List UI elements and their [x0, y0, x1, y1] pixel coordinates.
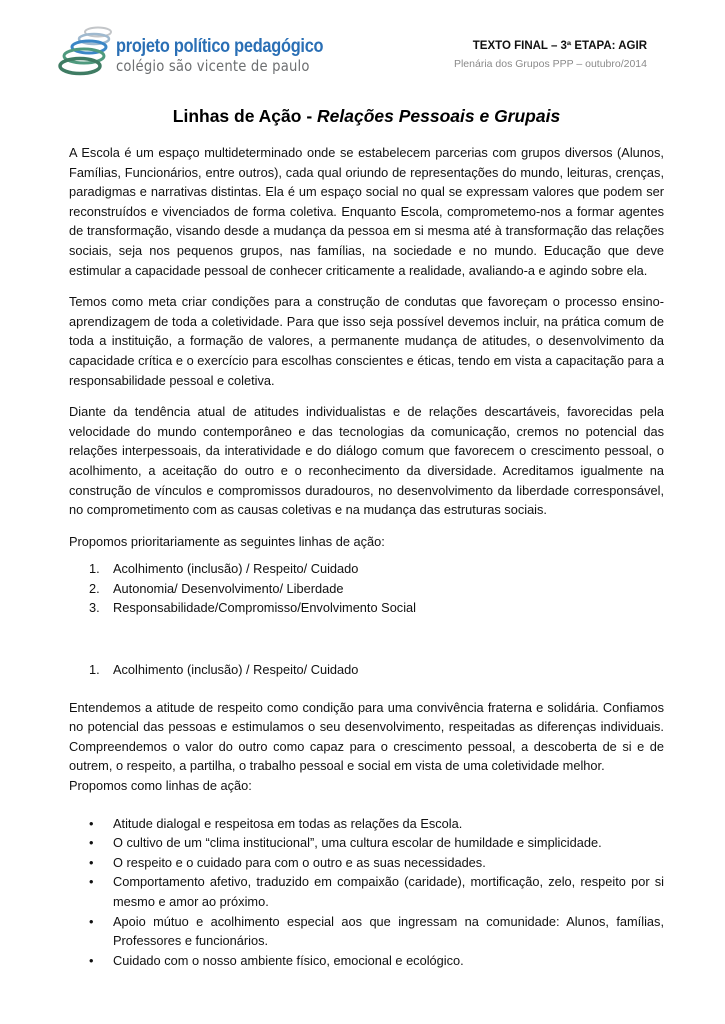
bullet-item [69, 814, 664, 834]
section-heading [69, 660, 664, 680]
bullet-icon: • [89, 854, 94, 870]
bullet-text: Cuidado com o nosso ambiente físico, emocional e ecológico. [113, 952, 464, 968]
paragraph: Temos como meta criar condições para a construção de condutas que favoreçam o processo ensino-aprendizagem de toda a coletividade. Para que isso seja possível devemos incluir, na prática comum de toda a instituição, a formação de valores, a permanente mudança de atitudes, o desenvolvimento da capacidade crítica e o exercício para escolhas conscientes e éticas, tendo em vista a capacitação para a responsabilidade pessoal e coletiva. [69, 294, 664, 388]
document-stage-label: TEXTO FINAL – 3ª ETAPA: AGIR [472, 40, 647, 52]
bullet-text: O cultivo de um “clima institucional”, uma cultura escolar de humildade e simplicidade. [113, 835, 602, 851]
list-number: 1. [89, 561, 100, 577]
list-item-label: Autonomia/ Desenvolvimento/ Liberdade [113, 580, 344, 596]
list-item [69, 598, 664, 618]
list-item [69, 559, 664, 579]
bullet-text: Apoio mútuo e acolhimento especial aos que ingressam na comunidade: Alunos, famílias, Professores e funcionários. [113, 913, 664, 949]
bullet-icon: • [89, 835, 94, 851]
list-number: 2. [89, 580, 100, 596]
bullet-item [69, 912, 664, 951]
section-paragraph: Entendemos a atitude de respeito como condição para uma convivência fraterna e solidária. Confiamos no potencial das pessoas e estimulamos o seu desenvolvimento, respeitadas as diferenças individuais. Compreendemos o valor do outro como capaz para o crescimento pessoal, a descoberta de si e de outrem, o respeito, a partilha, o trabalho pessoal e social em vista de uma coletividade melhor. [69, 699, 664, 774]
list-item-label: Acolhimento (inclusão) / Respeito/ Cuidado [113, 561, 359, 577]
document-body [69, 106, 664, 970]
logo-title: projeto político pedagógico [116, 36, 324, 57]
document-title [69, 106, 664, 127]
section-heading-label: Acolhimento (inclusão) / Respeito/ Cuidado [113, 662, 359, 678]
title-italic: Relações Pessoais e Grupais [317, 106, 561, 126]
bullet-text: Atitude dialogal e respeitosa em todas as relações da Escola. [113, 815, 463, 831]
stacked-rings-logo-icon [58, 24, 116, 78]
document-meeting-label: Plenária dos Grupos PPP – outubro/2014 [453, 58, 647, 70]
bullet-icon: • [89, 815, 94, 831]
bullet-text: O respeito e o cuidado para com o outro e as suas necessidades. [113, 854, 486, 870]
list-item [69, 579, 664, 599]
bullet-text: Comportamento afetivo, traduzido em compaixão (caridade), mortificação, zelo, respeito por si mesmo e amor ao próximo. [113, 874, 664, 909]
title-plain: Linhas de Ação - [172, 106, 318, 126]
list-item-label: Responsabilidade/Compromisso/Envolvimento Social [113, 600, 417, 616]
paragraph: A Escola é um espaço multideterminado onde se estabelecem parcerias com grupos diversos (Alunos, Famílias, Funcionários, entre outros), cada qual oriundo de representações do mundo, leituras, crenças, paradigmas e narrativas distintas. Ela é um espaço social no qual se expressam valores que podem ser reconstruídos e vivenciados de forma coletiva. Enquanto Escola, comprometemo-nos a formar agentes de transformação, visando desde a mudança da pessoa em si mesma até à transformação das relações sociais, seja nos pequenos grupos, nas famílias, na sociedade e no mundo. Educação que deve estimular a capacidade pessoal de conhecer criticamente a realidade, avaliando-a e agindo sobre ela. [69, 145, 664, 278]
paragraph: Diante da tendência atual de atitudes individualistas e de relações descartáveis, favorecidas pela velocidade do mundo contemporâneo e das tecnologias da comunicação, cremos no potencial das relações interpessoais, da interatividade e do diálogo comum que favorecem o crescimento pessoal, o acolhimento, a aceitação do outro e o reconhecimento da diversidade. Acreditamos igualmente na construção de vínculos e compromissos duradouros, no desenvolvimento da liberdade corresponsável, no comprometimento com as causas coletivas e na mudança das estruturas sociais. [69, 404, 664, 518]
bullet-item [69, 853, 664, 873]
paragraph-intro: Propomos prioritariamente as seguintes linhas de ação: [69, 533, 385, 549]
lines-of-action-list [69, 559, 664, 618]
bullet-item [69, 833, 664, 853]
page-header [0, 0, 725, 90]
bullet-item [69, 951, 664, 971]
bullet-item [69, 872, 664, 911]
section-heading-item [69, 660, 664, 680]
list-number: 3. [89, 600, 100, 616]
bullet-icon: • [89, 874, 94, 890]
bullet-icon: • [89, 952, 94, 968]
section-intro: Propomos como linhas de ação: [69, 778, 252, 794]
header-document-info [454, 40, 647, 70]
section-number: 1. [89, 662, 100, 678]
section-bullet-list [69, 814, 664, 971]
school-logo [58, 24, 324, 80]
logo-subtitle: colégio são vicente de paulo [116, 57, 310, 75]
bullet-icon: • [89, 913, 94, 929]
